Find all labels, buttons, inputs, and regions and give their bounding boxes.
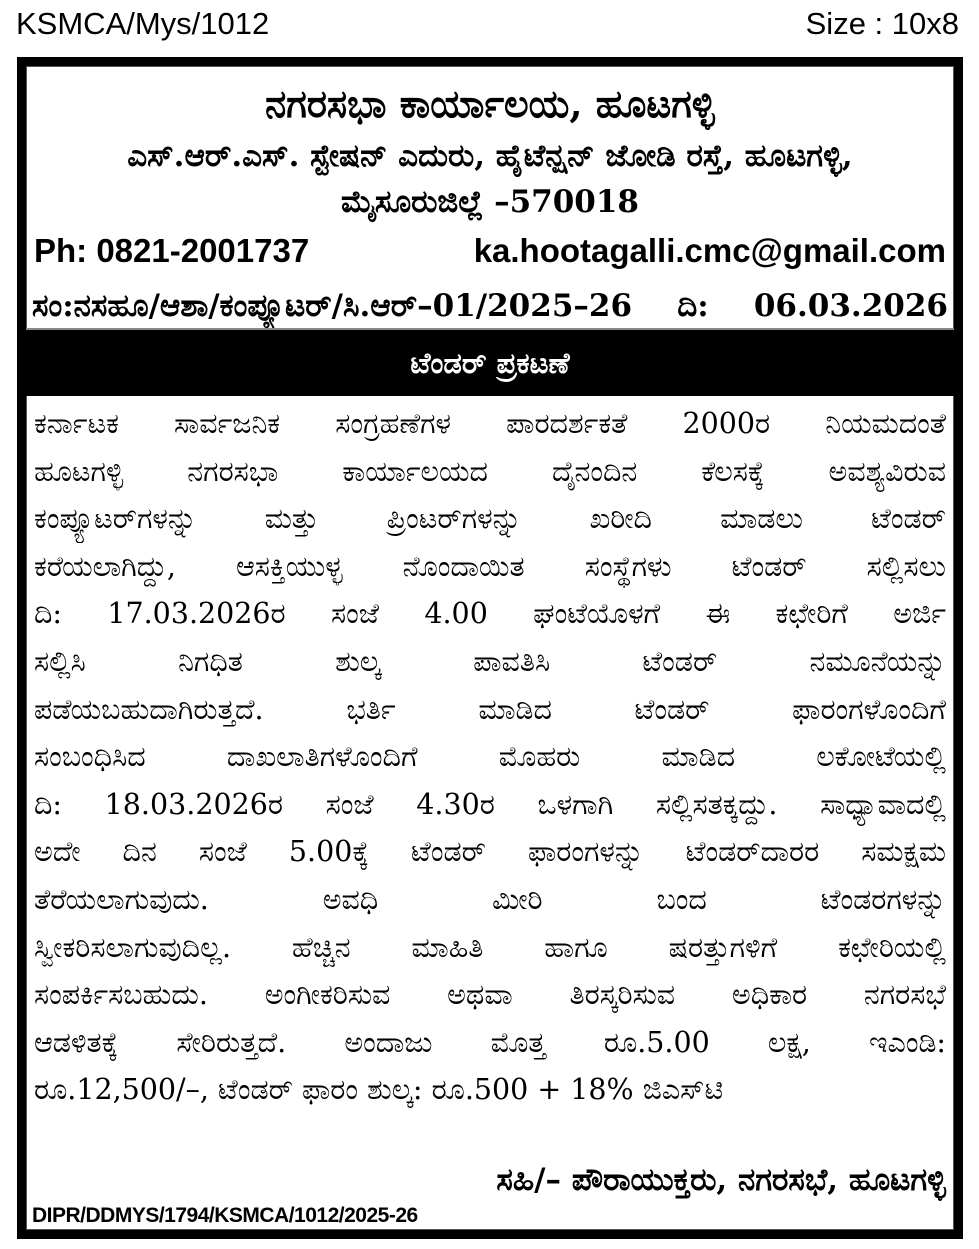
top-meta-bar: [16, 2, 959, 46]
body-line: ಸಲ್ಲಿಸಿ ನಿಗಧಿತ ಶುಲ್ಕ ಪಾವತಿಸಿ ಟೆಂಡರ್ ನಮೂನೆಯನ್ನು: [34, 644, 946, 678]
body-line: ದಿ: 18.03.2026ರ ಸಂಜೆ 4.30ರ ಒಳಗಾಗಿ ಸಲ್ಲಿಸತಕ್ಕದ್ದು. ಸಾಧ್ಯಾವಾದಲ್ಲಿ: [34, 787, 946, 821]
email-address: ka.hootagalli.cmc@gmail.com: [473, 232, 946, 269]
reference-number: ಸಂ:ನಸಹೂ/ಆಶಾ/ಕಂಪ್ಯೂಟರ್/ಸಿ.ಆರ್–01/2025–26 ದಿ: 06.03.2026: [32, 288, 948, 324]
office-district: ಮೈಸೂರುಜಿಲ್ಲೆ –570018: [340, 184, 639, 220]
notice-frame: [17, 57, 963, 1239]
ad-code: KSMCA/Mys/1012: [16, 6, 270, 41]
dipr-reference-code: DIPR/DDMYS/1794/KSMCA/1012/2025-26: [32, 1204, 418, 1227]
body-line: ಸಂಪರ್ಕಿಸಬಹುದು. ಅಂಗೀಕರಿಸುವ ಅಥವಾ ತಿರಸ್ಕರಿಸುವ ಅಧಿಕಾರ ನಗರಸಭೆ: [34, 978, 946, 1012]
body-line: ಪಡೆಯಬಹುದಾಗಿರುತ್ತದೆ. ಭರ್ತಿ ಮಾಡಿದ ಟೆಂಡರ್ ಫಾರಂಗಳೊಂದಿಗೆ: [34, 692, 946, 726]
phone-number: Ph: 0821-2001737: [34, 232, 310, 269]
signature-line: ಸಹಿ/– ಪೌರಾಯುಕ್ತರು, ನಗರಸಭೆ, ಹೂಟಗಳ್ಳಿ: [496, 1162, 946, 1198]
body-line: ಆಡಳಿತಕ್ಕೆ ಸೇರಿರುತ್ತದೆ. ಅಂದಾಜು ಮೊತ್ತ ರೂ.5.00 ಲಕ್ಷ, ಇಎಂಡಿ:: [34, 1025, 946, 1059]
notice-body: [34, 400, 946, 1114]
body-line: ಕರ್ನಾಟಕ ಸಾರ್ವಜನಿಕ ಸಂಗ್ರಹಣೆಗಳ ಪಾರದರ್ಶಕತೆ 2000ರ ನಿಯಮದಂತೆ: [34, 407, 946, 440]
body-line: ಸಂಬಂಧಿಸಿದ ದಾಖಲಾತಿಗಳೊಂದಿಗೆ ಮೊಹರು ಮಾಡಿದ ಲಕೋಟೆಯಲ್ಲಿ: [34, 740, 946, 774]
office-address: ಎಸ್.ಆರ್.ಎಸ್. ಸ್ಟೇಷನ್ ಎದುರು, ಹೈಟೆನ್ಷನ್ ಜೋಡಿ ರಸ್ತೆ, ಹೂಟಗಳ್ಳಿ,: [127, 138, 853, 174]
banner-title: ಟೆಂಡರ್ ಪ್ರಕಟಣೆ: [410, 346, 570, 380]
contact-line: [34, 228, 946, 274]
body-line: ದಿ: 17.03.2026ರ ಸಂಜೆ 4.00 ಘಂಟೆಯೊಳಗೆ ಈ ಕಛೇರಿಗೆ ಅರ್ಜಿ: [34, 597, 946, 631]
body-line: ಅದೇ ದಿನ ಸಂಜೆ 5.00ಕ್ಕೆ ಟೆಂಡರ್ ಫಾರಂಗಳನ್ನು ಟೆಂಡರ್‌ದಾರರ ಸಮಕ್ಷಮ: [34, 835, 946, 869]
body-line: ಸ್ವೀಕರಿಸಲಾಗುವುದಿಲ್ಲ. ಹೆಚ್ಚಿನ ಮಾಹಿತಿ ಹಾಗೂ ಷರತ್ತುಗಳಿಗೆ ಕಛೇರಿಯಲ್ಲಿ: [34, 930, 946, 964]
office-name: ನಗರಸಭಾ ಕಾರ್ಯಾಲಯ, ಹೂಟಗಳ್ಳಿ: [265, 81, 715, 126]
body-line: ತೆರೆಯಲಾಗುವುದು. ಅವಧಿ ಮೀರಿ ಬಂದ ಟೆಂಡರಗಳನ್ನು: [34, 882, 946, 916]
tender-notice-banner: [26, 328, 954, 396]
body-line: ರೂ.12,500/–, ಟೆಂಡರ್ ಫಾರಂ ಶುಲ್ಕ: ರೂ.500 + 18% ಜಿಎಸ್‌ಟಿ: [34, 1073, 724, 1107]
body-line: ಕಂಪ್ಯೂಟರ್‌ಗಳನ್ನು ಮತ್ತು ಪ್ರಿಂಟರ್‌ಗಳನ್ನು ಖರೀದಿ ಮಾಡಲು ಟೆಂಡರ್: [34, 502, 946, 536]
body-line: ಹೂಟಗಳ್ಳಿ ನಗರಸಭಾ ಕಾರ್ಯಾಲಯದ ದೈನಂದಿನ ಕೆಲಸಕ್ಕೆ ಅವಶ್ಯವಿರುವ: [34, 454, 946, 488]
ad-size: Size : 10x8: [805, 6, 959, 41]
body-line: ಕರೆಯಲಾಗಿದ್ದು, ಆಸಕ್ತಿಯುಳ್ಳ ನೊಂದಾಯಿತ ಸಂಸ್ಥೆಗಳು ಟೆಂಡರ್ ಸಲ್ಲಿಸಲು: [34, 549, 946, 583]
